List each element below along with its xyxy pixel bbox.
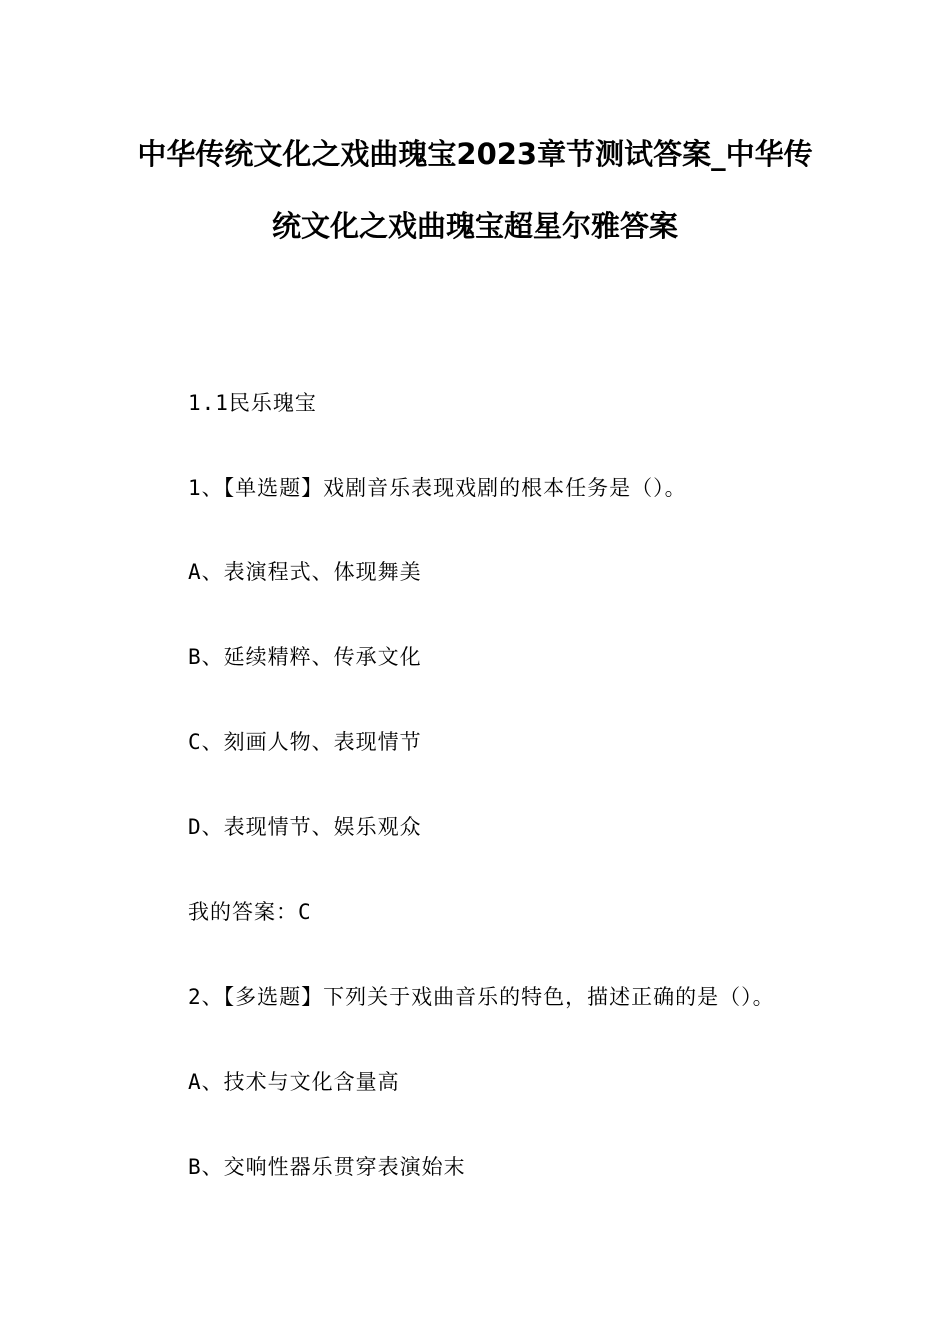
question-1-stem: 1、【单选题】戏剧音乐表现戏剧的根本任务是（）。: [188, 476, 687, 500]
question-2-option-b: B、交响性器乐贯穿表演始末: [188, 1155, 466, 1179]
question-1-answer: 我的答案：C: [188, 900, 312, 924]
question-2-stem: 2、【多选题】下列关于戏曲音乐的特色，描述正确的是（）。: [188, 985, 775, 1009]
section-heading: 1.1民乐瑰宝: [188, 391, 317, 415]
document-title-line-2: 统文化之戏曲瑰宝超星尔雅答案: [271, 209, 678, 243]
question-2-option-a: A、技术与文化含量高: [188, 1070, 400, 1094]
question-1-option-c: C、刻画人物、表现情节: [188, 730, 422, 754]
question-1-option-a: A、表演程式、体现舞美: [188, 560, 422, 584]
document-title-line-1: 中华传统文化之戏曲瑰宝2023章节测试答案_中华传: [137, 137, 813, 171]
question-1-option-d: D、表现情节、娱乐观众: [188, 815, 422, 839]
question-1-option-b: B、延续精粹、传承文化: [188, 645, 422, 669]
